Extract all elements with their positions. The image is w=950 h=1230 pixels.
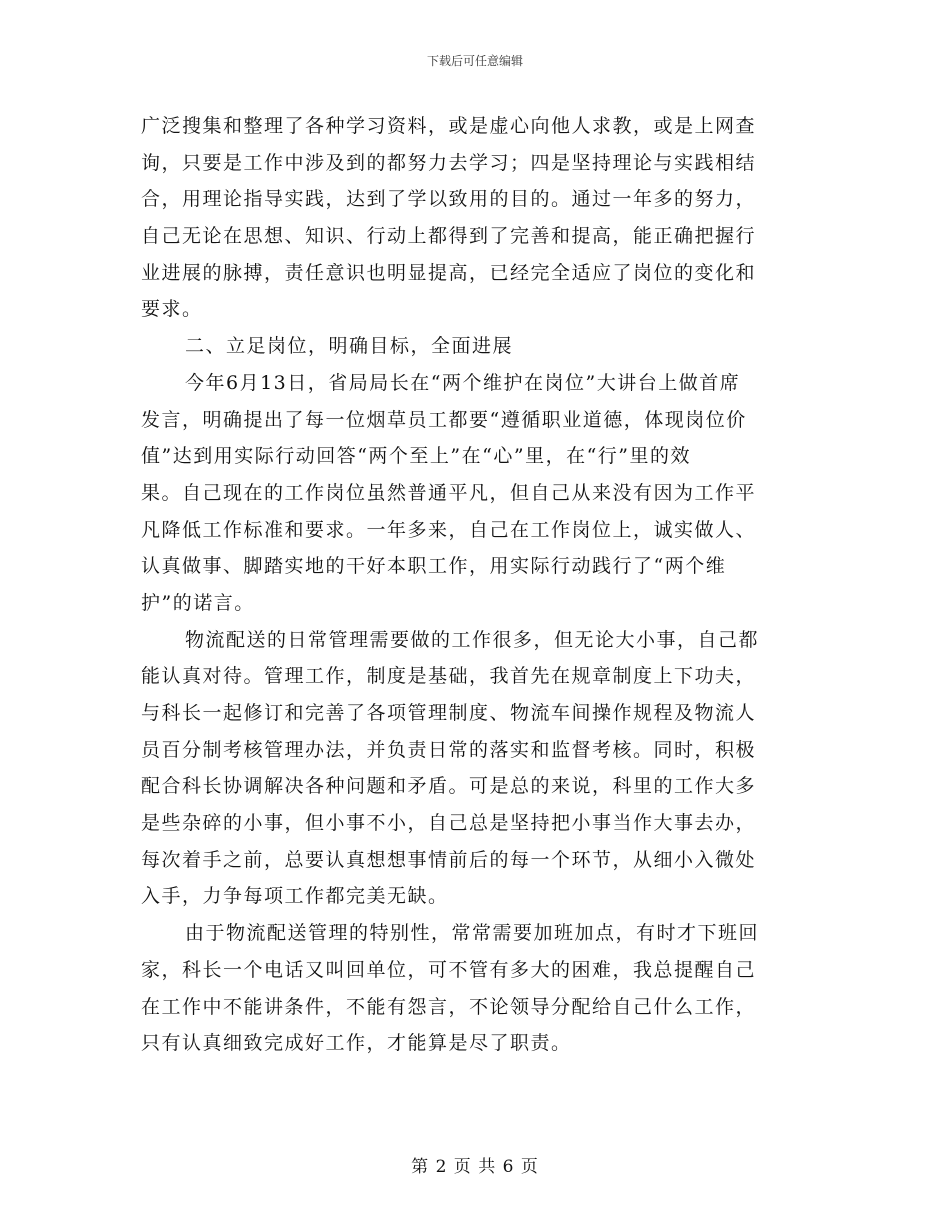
text-line: 与科长一起修订和完善了各项管理制度、物流车间操作规程及物流人 — [141, 702, 757, 724]
text-line: 是些杂碎的小事，但小事不小，自己总是坚持把小事当作大事去办， — [141, 812, 757, 835]
text-line: 询，只要是工作中涉及到的都努力去学习；四是坚持理论与实践相结 — [141, 151, 757, 174]
section-heading: 二、立足岗位，明确目标，全面进展 — [185, 335, 514, 358]
text-line: 果。自己现在的工作岗位虽然普通平凡，但自己从来没有因为工作平 — [141, 481, 757, 504]
text-line: 值”达到用实际行动回答“两个至上”在“心”里，在“行”里的效 — [141, 445, 691, 468]
page-header-note: 下载后可任意编辑 — [426, 54, 523, 68]
text-line: 只有认真细致完成好工作，才能算是尽了职责。 — [141, 1032, 572, 1055]
text-line: 物流配送的日常管理需要做的工作很多，但无论大小事，自己都 — [185, 628, 760, 651]
text-line: 发言，明确提出了每一位烟草员工都要“遵循职业道德，体现岗位价 — [141, 408, 747, 431]
text-line: 配合科长协调解决各种问题和矛盾。可是总的来说，科里的工作大多 — [141, 775, 757, 798]
text-line: 入手，力争每项工作都完美无缺。 — [141, 885, 449, 908]
document-body — [141, 108, 811, 1062]
text-line: 凡降低工作标准和要求。一年多来，自己在工作岗位上，诚实做人、 — [141, 518, 757, 541]
text-line: 业进展的脉搏，责任意识也明显提高，已经完全适应了岗位的变化和 — [141, 261, 757, 284]
text-line: 广泛搜集和整理了各种学习资料，或是虚心向他人求教，或是上网查 — [141, 115, 757, 137]
text-line: 合，用理论指导实践，达到了学以致用的目的。通过一年多的努力， — [141, 188, 757, 211]
text-line: 员百分制考核管理办法，并负责日常的落实和监督考核。同时，积极 — [141, 738, 757, 761]
text-line: 在工作中不能讲条件，不能有怨言，不论领导分配给自己什么工作， — [141, 995, 757, 1018]
text-line: 要求。 — [141, 298, 203, 321]
page-number-footer: 第 2 页 共 6 页 — [411, 1157, 539, 1177]
text-line: 认真做事、脚踏实地的干好本职工作，用实际行动践行了“两个维 — [141, 555, 727, 578]
text-line: 护”的诺言。 — [141, 591, 255, 614]
text-line: 能认真对待。管理工作，制度是基础，我首先在规章制度上下功夫， — [141, 665, 757, 688]
text-line: 每次着手之前，总要认真想想事情前后的每一个环节，从细小入微处 — [141, 848, 757, 871]
text-line: 自己无论在思想、知识、行动上都得到了完善和提高，能正确把握行 — [141, 225, 757, 248]
text-line: 由于物流配送管理的特别性，常常需要加班加点，有时才下班回 — [185, 922, 760, 945]
text-line: 今年6月13日，省局局长在“两个维护在岗位”大讲台上做首席 — [185, 371, 741, 394]
text-line: 家，科长一个电话又叫回单位，可不管有多大的困难，我总提醒自己 — [141, 958, 757, 981]
